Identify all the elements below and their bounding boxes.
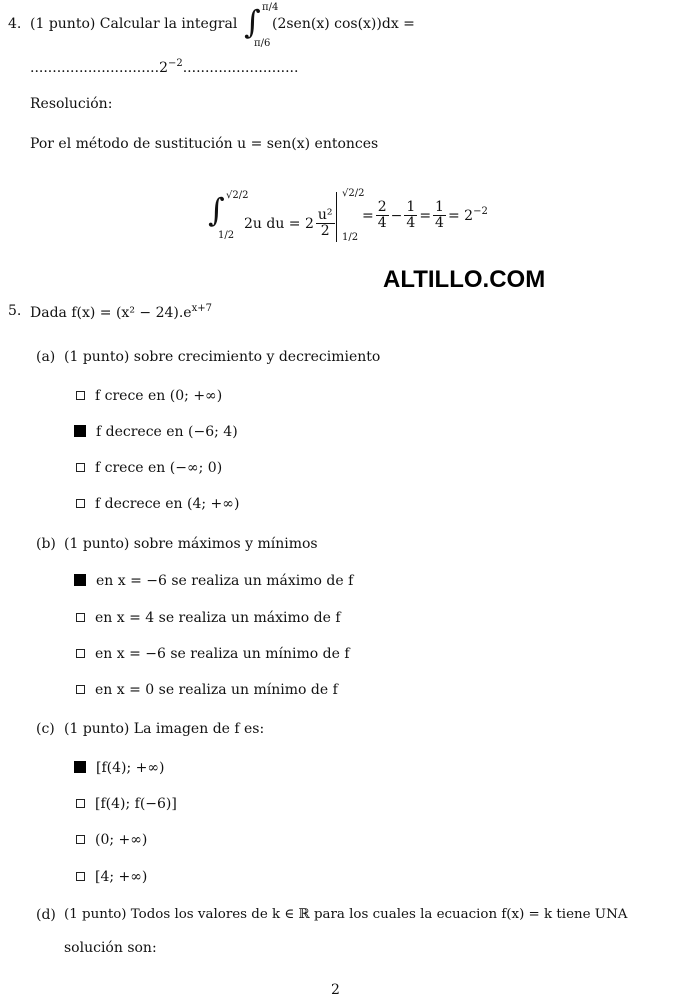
problem-4-statement: (1 punto) Calcular la integral (30, 16, 238, 32)
problem-5-statement (30, 303, 212, 321)
integral-sign: ∫ (244, 3, 261, 41)
option-text: en x = 4 se realiza un máximo de f (95, 610, 341, 626)
option-b-2[interactable] (76, 646, 350, 662)
part-b-text: (1 punto) sobre máximos y mínimos (64, 536, 318, 552)
problem-5-number: 5. (8, 303, 22, 319)
option-text: [f(4); +∞) (96, 760, 165, 776)
sub-integral-upper: √2/2 (226, 190, 249, 201)
part-d-text: (1 punto) Todos los valores de k ∈ ℝ para los cuales la ecuacion f(x) = k tiene UNA (64, 907, 628, 922)
fraction-numerator: 2 (377, 199, 387, 215)
option-text: f decrece en (4; +∞) (95, 496, 240, 512)
option-text: f crece en (0; +∞) (95, 388, 223, 404)
option-text: f crece en (−∞; 0) (95, 460, 223, 476)
checkbox-icon[interactable] (76, 799, 85, 808)
evaluation-lower: 1/2 (342, 232, 359, 243)
option-text: en x = −6 se realiza un mínimo de f (95, 646, 350, 662)
fraction-denominator: 2 (316, 223, 335, 239)
sub-integral-lower: 1/2 (218, 230, 235, 241)
option-c-0[interactable] (74, 760, 165, 776)
option-b-3[interactable] (76, 682, 338, 698)
problem-4-number: 4. (8, 16, 22, 32)
part-d-text-continued: solución son: (64, 940, 157, 956)
checkbox-icon[interactable] (76, 685, 85, 694)
page-number: 2 (331, 982, 340, 998)
evaluation-upper: √2/2 (342, 188, 365, 199)
part-d-label: (d) (36, 907, 56, 923)
option-text: [f(4); f(−6)] (95, 796, 177, 812)
option-c-2[interactable] (76, 832, 147, 848)
option-a-0[interactable] (76, 388, 222, 404)
answer-dots-left: ............................. (30, 60, 160, 76)
sub-integral-expression (244, 208, 337, 240)
option-b-1[interactable] (76, 610, 341, 626)
answer-line (30, 58, 298, 76)
answer-exponent: −2 (167, 58, 183, 69)
part-a-label: (a) (36, 349, 56, 365)
option-c-1[interactable] (76, 796, 177, 812)
fraction-denominator: 4 (377, 215, 387, 232)
option-text: en x = −6 se realiza un máximo de f (96, 573, 354, 589)
checkbox-icon[interactable] (76, 499, 85, 508)
answer-dots-right: .......................... (182, 60, 299, 76)
final-exponent: −2 (473, 205, 488, 217)
part-a-text: (1 punto) sobre crecimiento y decrecimiento (64, 349, 381, 365)
evaluation-result (362, 200, 488, 232)
checkbox-icon[interactable] (76, 613, 85, 622)
option-text: [4; +∞) (95, 869, 148, 885)
function-exponent: x+7 (191, 303, 212, 314)
fraction-denominator: 4 (435, 215, 444, 232)
integral-lower-limit: π/6 (254, 38, 271, 49)
sub-integrand: 2u du = 2 (244, 215, 314, 232)
equals-final: = 2 (447, 207, 474, 224)
checkbox-checked-icon[interactable] (74, 761, 86, 773)
checkbox-icon[interactable] (76, 391, 85, 400)
fraction-numerator: 1 (435, 199, 444, 215)
minus-sign: − (390, 207, 403, 224)
part-b-label: (b) (36, 536, 56, 552)
evaluation-bar (336, 192, 337, 242)
checkbox-icon[interactable] (76, 835, 85, 844)
fraction-2-4 (376, 200, 389, 232)
equals-2: = (419, 207, 432, 224)
checkbox-checked-icon[interactable] (74, 425, 86, 437)
integral-integrand: (2sen(x) cos(x))dx = (272, 16, 415, 32)
checkbox-checked-icon[interactable] (74, 574, 86, 586)
fraction-denominator: 4 (406, 215, 416, 232)
part-c-label: (c) (36, 721, 55, 737)
equals-1: = (362, 207, 374, 224)
integral-upper-limit: π/4 (262, 2, 279, 13)
fraction-1-4-b (433, 200, 446, 232)
option-a-1[interactable] (74, 424, 238, 440)
watermark-logo: ALTILLO.COM (383, 266, 546, 293)
option-text: (0; +∞) (95, 832, 148, 848)
sub-integral-sign: ∫ (208, 191, 225, 229)
part-c-text: (1 punto) La imagen de f es: (64, 721, 265, 737)
fraction-numerator: 1 (406, 199, 416, 215)
option-b-0[interactable] (74, 573, 353, 589)
option-a-2[interactable] (76, 460, 222, 476)
method-text: Por el método de sustitución u = sen(x) entonces (30, 136, 379, 152)
checkbox-icon[interactable] (76, 872, 85, 881)
fraction-u2-over-2 (316, 208, 335, 240)
checkbox-icon[interactable] (76, 649, 85, 658)
option-c-3[interactable] (76, 869, 147, 885)
checkbox-icon[interactable] (76, 463, 85, 472)
fraction-1-4-a (404, 200, 417, 232)
answer-value: 2 (159, 60, 168, 76)
resolucion-label: Resolución: (30, 96, 113, 112)
option-text: en x = 0 se realiza un mínimo de f (95, 682, 338, 698)
option-a-3[interactable] (76, 496, 239, 512)
function-definition: Dada f(x) = (x² − 24).e (30, 305, 192, 321)
option-text: f decrece en (−6; 4) (96, 424, 238, 440)
fraction-numerator: u² (317, 207, 333, 223)
